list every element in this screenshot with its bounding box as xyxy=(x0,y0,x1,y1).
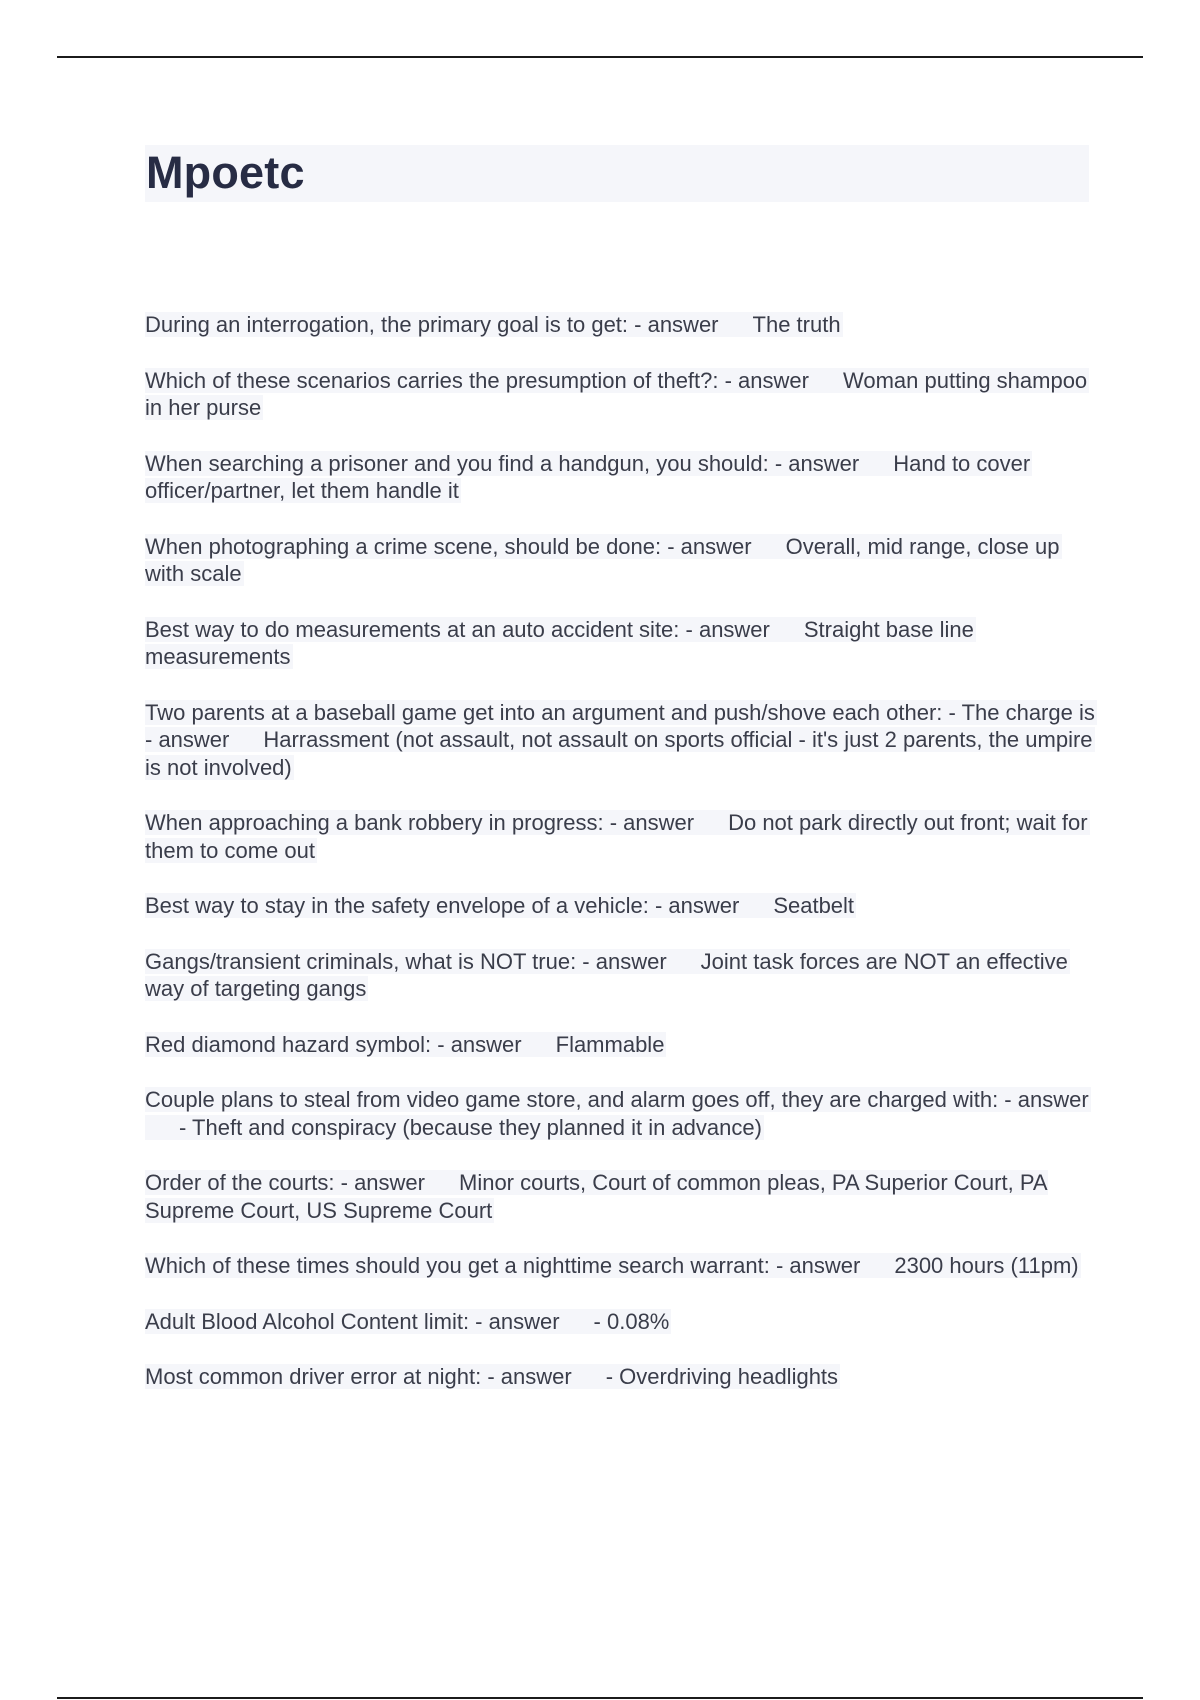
answer-text: - Theft and conspiracy (because they planned it in advance) xyxy=(179,1114,762,1140)
qa-item xyxy=(145,533,1095,588)
answer-text: The truth xyxy=(752,312,841,337)
answer-text: - Overdriving headlights xyxy=(605,1364,839,1389)
question-text: Two parents at a baseball game get into an argument and push/shove each other: - The charge is - answer xyxy=(145,699,1095,752)
question-text: When searching a prisoner and you find a handgun, you should: - answer xyxy=(145,450,860,476)
page-title: Mpoetc xyxy=(146,147,305,198)
question-text: Gangs/transient criminals, what is NOT true: - answer xyxy=(145,948,667,974)
answer-text: - 0.08% xyxy=(593,1308,670,1334)
answer-text: Overall, mid range, close up with scale xyxy=(145,533,1060,586)
qa-item xyxy=(145,1308,1095,1336)
question-text: During an interrogation, the primary goal is to get: - answer xyxy=(145,312,719,337)
answer-text: Seatbelt xyxy=(773,893,855,918)
qa-item xyxy=(145,948,1095,1003)
qa-item xyxy=(145,1031,1095,1059)
answer-text: Do not park directly out front; wait for them to come out xyxy=(145,810,1088,863)
qa-item xyxy=(145,892,1095,920)
qa-item xyxy=(145,1086,1095,1141)
qa-item xyxy=(145,616,1095,671)
bottom-rule xyxy=(57,1697,1143,1699)
answer-text: Minor courts, Court of common pleas, PA Superior Court, PA Supreme Court, US Supreme Court xyxy=(145,1170,1047,1223)
qa-list xyxy=(145,311,1095,1419)
question-text: Most common driver error at night: - answer xyxy=(145,1364,572,1389)
qa-item xyxy=(145,450,1095,505)
top-rule xyxy=(57,56,1143,58)
qa-item xyxy=(145,311,1095,339)
question-text: Best way to stay in the safety envelope of a vehicle: - answer xyxy=(145,893,740,918)
question-text: Which of these scenarios carries the presumption of theft?: - answer xyxy=(145,367,809,393)
answer-text: 2300 hours (11pm) xyxy=(894,1253,1079,1278)
question-text: Order of the courts: - answer xyxy=(145,1170,425,1195)
question-text: Best way to do measurements at an auto accident site: - answer xyxy=(145,616,770,642)
question-text: Couple plans to steal from video game store, and alarm goes off, they are charged with: - answer xyxy=(145,1087,1089,1112)
qa-item xyxy=(145,809,1095,864)
question-text: When approaching a bank robbery in progress: - answer xyxy=(145,810,695,835)
answer-text: Hand to cover officer/partner, let them handle it xyxy=(145,450,1031,503)
answer-text: Straight base line measurements xyxy=(145,616,974,669)
question-text: Adult Blood Alcohol Content limit: - answer xyxy=(145,1308,560,1334)
answer-text: Harrassment (not assault, not assault on sports official - it's just 2 parents, the umpire is not involved) xyxy=(145,727,1093,780)
question-text: When photographing a crime scene, should be done: - answer xyxy=(145,533,752,559)
qa-item xyxy=(145,367,1095,422)
qa-item xyxy=(145,699,1095,782)
qa-item xyxy=(145,1169,1095,1224)
question-text: Which of these times should you get a nighttime search warrant: - answer xyxy=(145,1253,861,1278)
qa-item xyxy=(145,1363,1095,1391)
answer-text: Joint task forces are NOT an effective way of targeting gangs xyxy=(145,948,1068,1001)
question-text: Red diamond hazard symbol: - answer xyxy=(145,1031,522,1057)
answer-text: Woman putting shampoo in her purse xyxy=(145,367,1088,420)
answer-text: Flammable xyxy=(555,1031,665,1057)
qa-item xyxy=(145,1252,1095,1280)
